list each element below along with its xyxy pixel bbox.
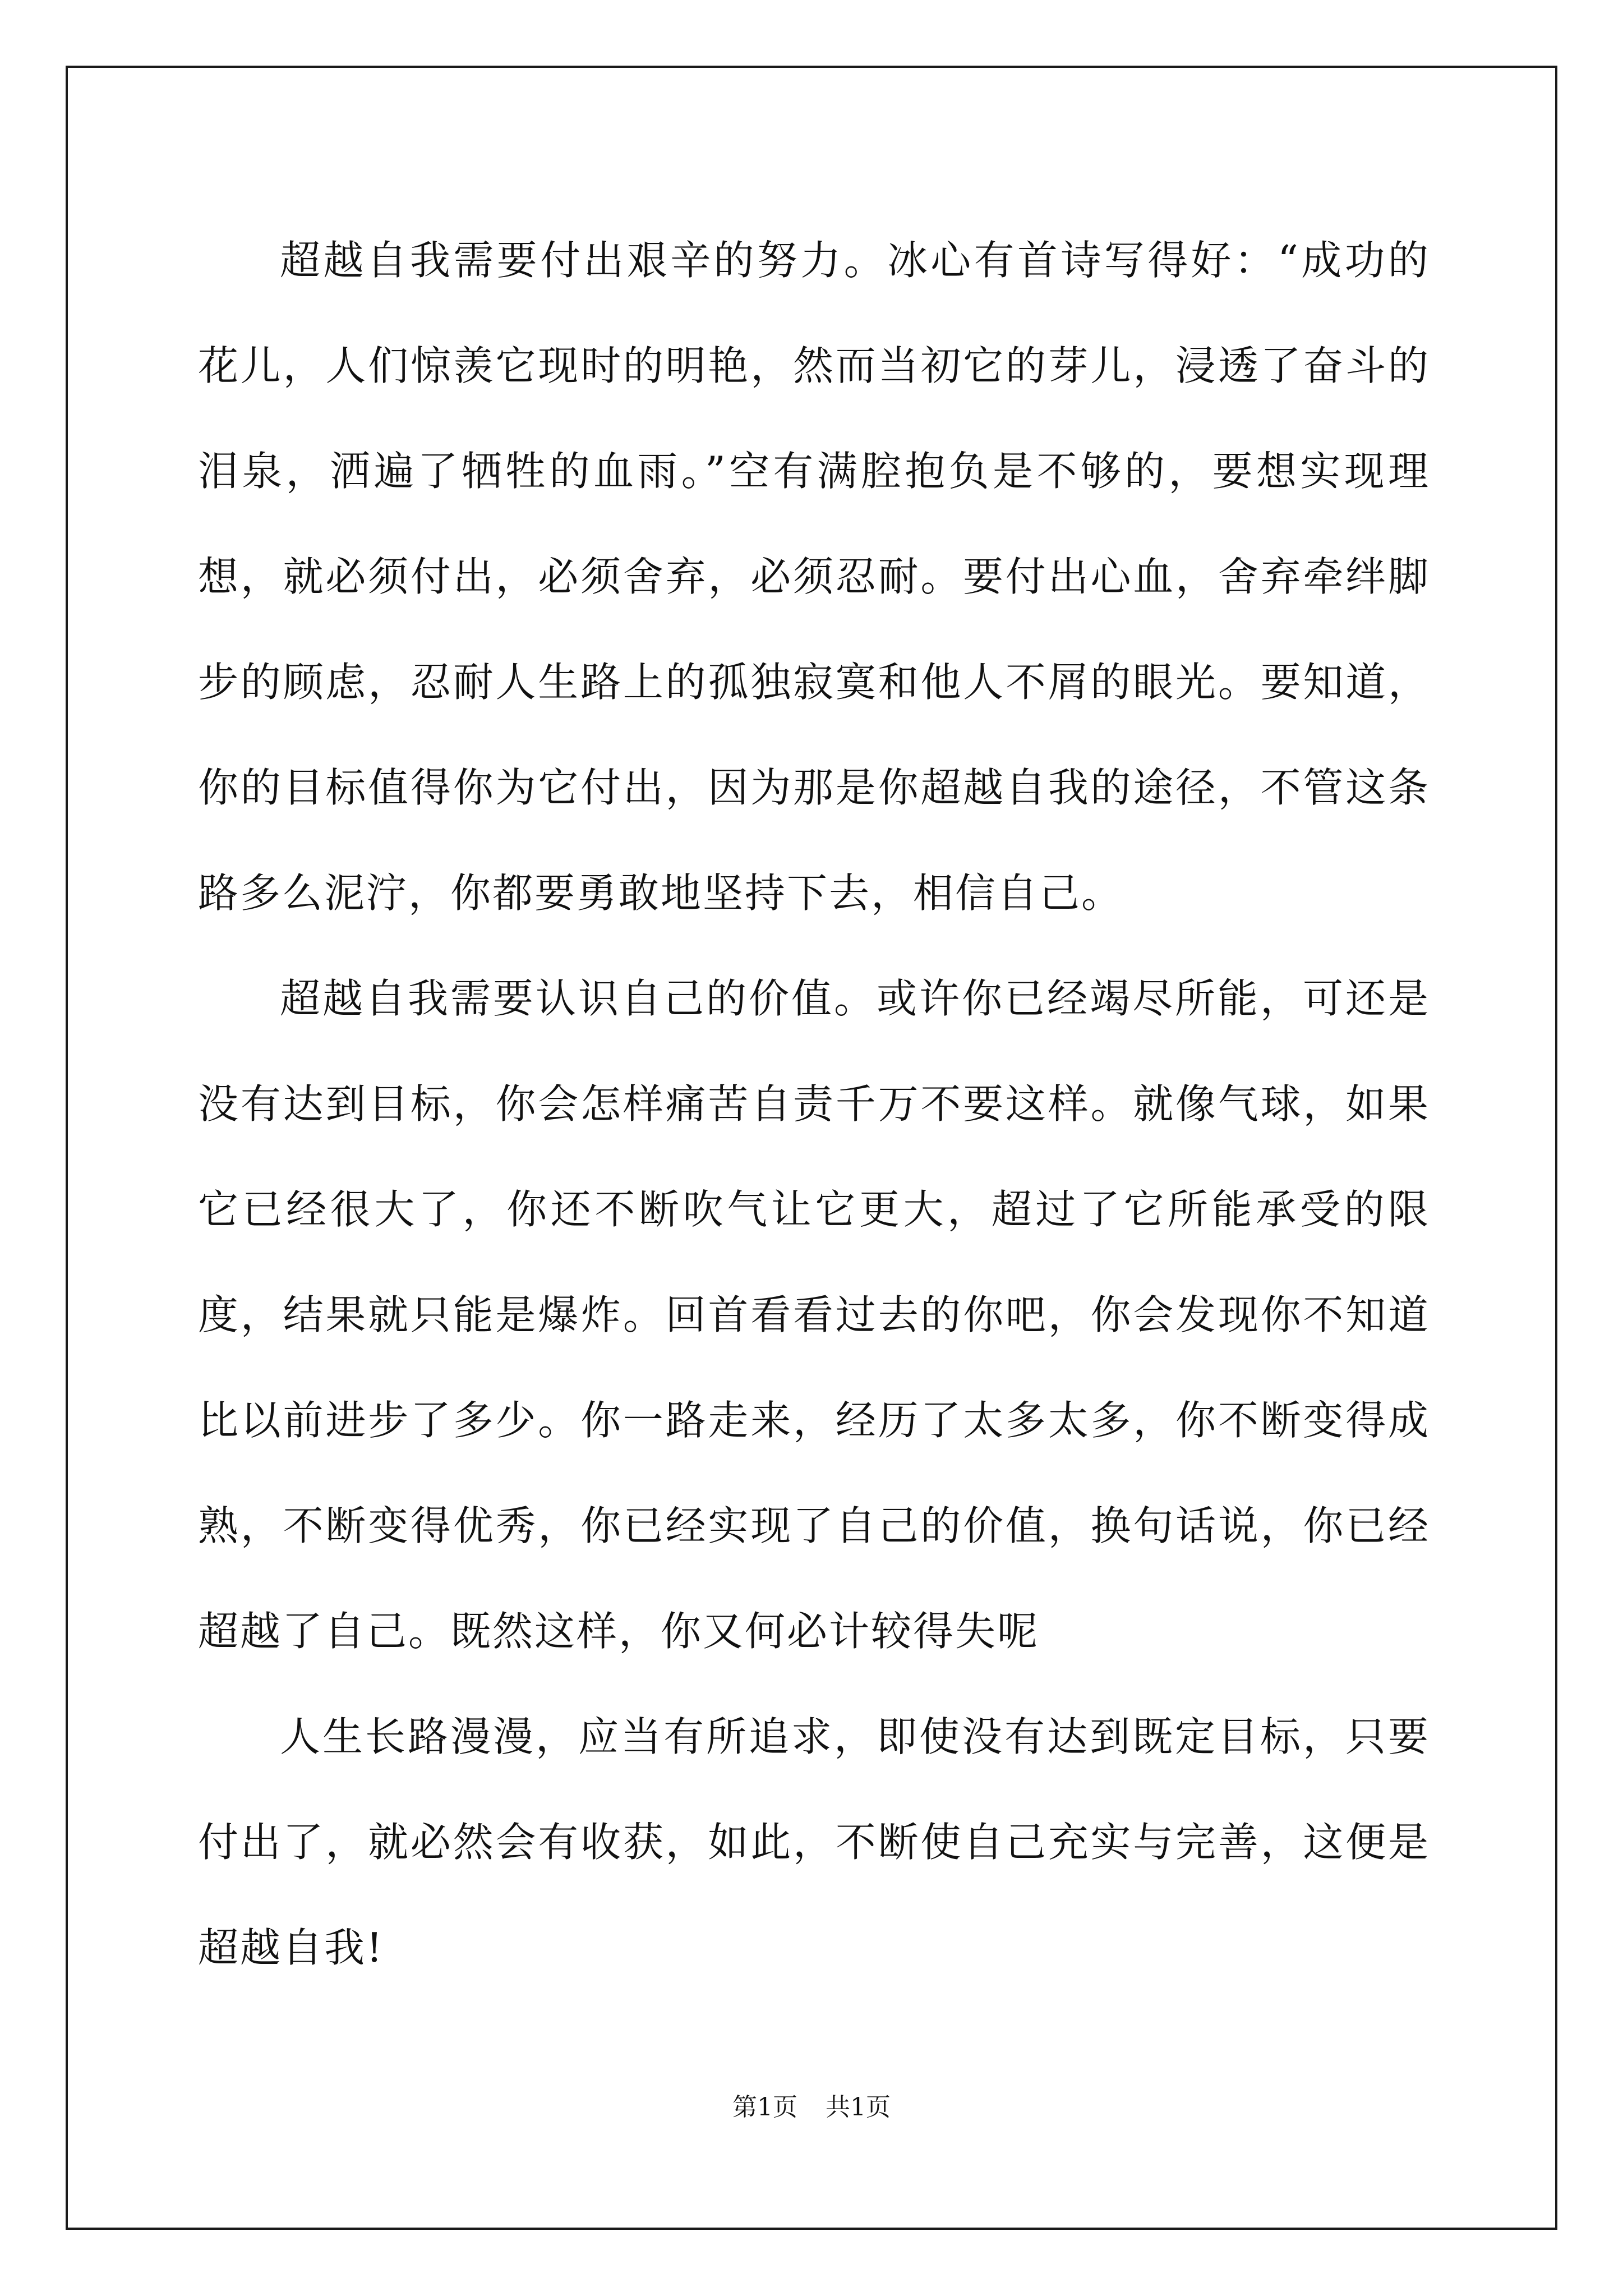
paragraph-2: 超越自我需要认识自己的价值。或许你已经竭尽所能，可还是没有达到目标，你会怎样痛苦自责千万不要这样。就像气球，如果它已经很大了，你还不断吹气让它更大，超过了它所能承受的限度，结果就只能是爆炸。回首看看过去的你吧，你会发现你不知道比以前进步了多少。你一路走来，经历了太多太多，你不断变得成熟，不断变得优秀，你已经实现了自己的价值，换句话说，你已经超越了自己。既然这样，你又何必计较得失呢 (198, 975, 1430, 1655)
document-body (198, 208, 1430, 2000)
page-number-total: 共1页 (826, 2093, 891, 2122)
paragraph-3: 人生长路漫漫，应当有所追求，即使没有达到既定目标，只要付出了，就必然会有收获，如此，不断使自己充实与完善，这便是超越自我! (198, 1713, 1430, 1971)
page-footer (0, 2091, 1623, 2124)
paragraph-1: 超越自我需要付出艰辛的努力。冰心有首诗写得好：“成功的花儿，人们惊羡它现时的明艳，然而当初它的芽儿，浸透了奋斗的泪泉，洒遍了牺牲的血雨。”空有满腔抱负是不够的，要想实现理想，就必须付出，必须舍弃，必须忍耐。要付出心血，舍弃牵绊脚步的顾虑，忍耐人生路上的孤独寂寞和他人不屑的眼光。要知道，你的目标值得你为它付出，因为那是你超越自我的途径，不管这条路多么泥泞，你都要勇敢地坚持下去，相信自己。 (198, 237, 1430, 917)
page-number-current: 第1页 (732, 2093, 797, 2122)
